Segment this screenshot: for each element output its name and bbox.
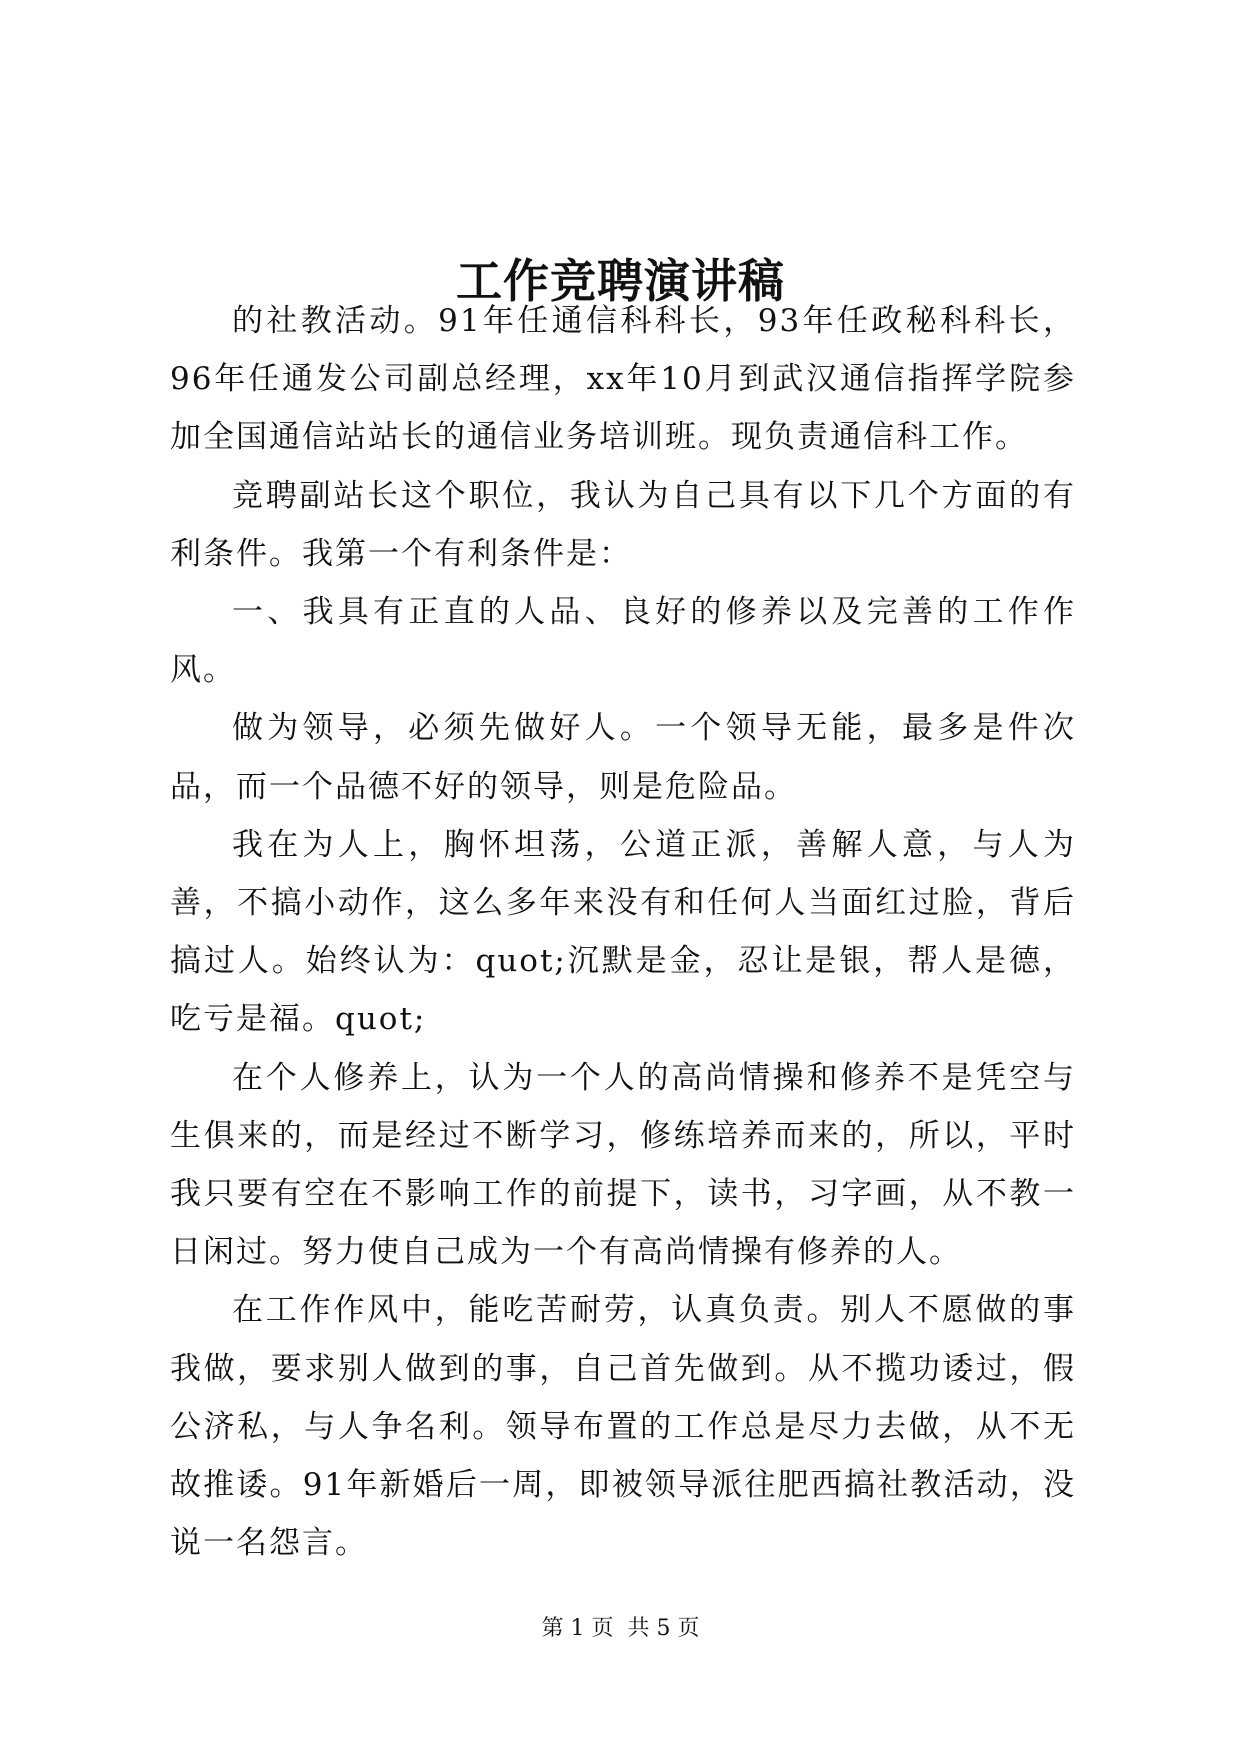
- paragraph-5: 我在为人上，胸怀坦荡，公道正派，善解人意，与人为善，不搞小动作，这么多年来没有和任何人当面红过脸，背后搞过人。始终认为：quot;沉默是金，忍让是银，帮人是德，吃亏是福。quot;: [170, 826, 1076, 1038]
- page-number-label: 第 1 页 共 5 页: [541, 1616, 700, 1641]
- document-body: [170, 292, 1076, 1572]
- paragraph-6: 在个人修养上，认为一个人的高尚情操和修养不是凭空与生俱来的，而是经过不断学习，修练培养而来的，所以，平时我只要有空在不影响工作的前提下，读书，习字画，从不教一日闲过。努力使自己成为一个有高尚情操有修养的人。: [170, 1059, 1076, 1271]
- paragraph-1: 的社教活动。91年任通信科科长，93年任政秘科科长，96年任通发公司副总经理，xx年10月到武汉通信指挥学院参加全国通信站站长的通信业务培训班。现负责通信科工作。: [170, 303, 1076, 456]
- paragraph-3: 一、我具有正直的人品、良好的修养以及完善的工作作风。: [170, 594, 1076, 689]
- document-title: 工作竞聘演讲稿: [456, 253, 785, 308]
- paragraph-4: 做为领导，必须先做好人。一个领导无能，最多是件次品，而一个品德不好的领导，则是危险品。: [170, 710, 1076, 805]
- page-footer: [0, 1614, 1241, 1644]
- paragraph-7: 在工作作风中，能吃苦耐劳，认真负责。别人不愿做的事我做，要求别人做到的事，自己首先做到。从不揽功诿过，假公济私，与人争名利。领导布置的工作总是尽力去做，从不无故推诿。91年新婚后一周，即被领导派往肥西搞社教活动，没说一名怨言。: [170, 1292, 1076, 1562]
- paragraph-2: 竞聘副站长这个职位，我认为自己具有以下几个方面的有利条件。我第一个有利条件是：: [170, 477, 1076, 572]
